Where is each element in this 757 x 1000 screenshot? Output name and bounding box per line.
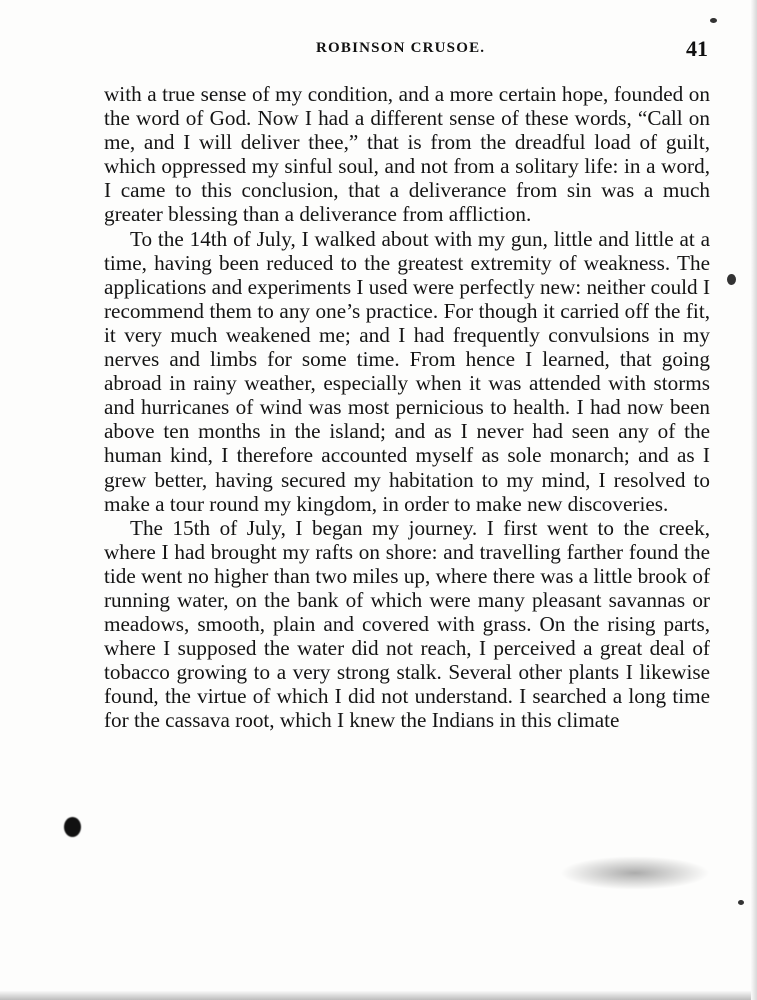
running-head: ROBINSON CRUSOE.	[316, 40, 486, 56]
ink-speck	[738, 900, 744, 905]
ink-blot	[560, 856, 710, 890]
ink-speck	[727, 274, 736, 285]
paragraph-1: with a true sense of my condition, and a more certain hope, founded on the word of God. Now I had a different sense of these words, “Call on me, and I will deliver thee,” that is from the dreadful load of guilt, which oppressed my sinful soul, and not from a solitary life: in a word, I came to this conclusion, that a deliverance from sin was a much greater blessing than a deliverance from affliction.	[104, 82, 710, 227]
page-bottom-edge	[0, 990, 757, 1000]
page-number: 41	[686, 36, 708, 61]
paragraph-3: The 15th of July, I began my journey. I first went to the creek, where I had brought my rafts on shore: and travelling farther found the tide went no higher than two miles up, where there was a little brook of running water, on the bank of which were many pleasant savannas or meadows, smooth, plain and covered with grass. On the rising parts, where I supposed the water did not reach, I perceived a great deal of tobacco growing to a very strong stalk. Several other plants I likewise found, the virtue of which I did not understand. I searched a long time for the cassava root, which I knew the Indians in this climate	[104, 515, 710, 733]
ink-speck	[710, 18, 717, 23]
paragraph-2: To the 14th of July, I walked about with my gun, little and little at a time, having been reduced to the greatest extremity of weakness. The applications and experiments I used were perfectly new: neither could I recommend them to any one’s practice. For though it carried off the fit, it very much weakened me; and I had frequently convulsions in my nerves and limbs for some time. From hence I learned, that going abroad in rainy weather, especially when it was attended with storms and hurricanes of wind was most pernicious to health. I had now been above ten months in the island; and as I never had seen any of the human kind, I therefore accounted myself as sole monarch; and as I grew better, having secured my habitation to my mind, I resolved to make a tour round my kingdom, in order to make new discoveries.	[104, 226, 710, 516]
body-text	[104, 82, 710, 733]
ink-smudge-left	[64, 817, 81, 837]
page-header	[104, 36, 708, 60]
